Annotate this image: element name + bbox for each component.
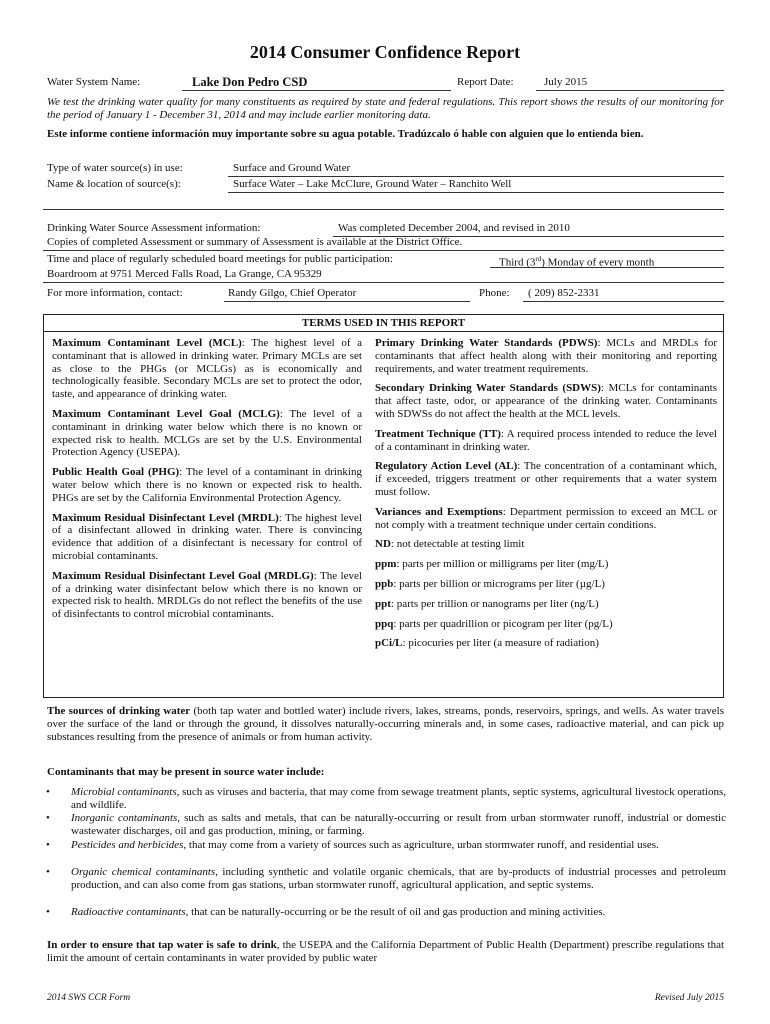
source-location-label: Name & location of source(s): — [47, 178, 181, 190]
term-ppt: ppt: parts per trillion or nanograms per liter (ng/L) — [375, 597, 599, 610]
source-location-underline — [228, 192, 724, 193]
term-variances: Variances and Exemptions: Department permission to exceed an MCL or not comply with a treatment technique under certain conditions. — [375, 505, 717, 531]
assessment-label: Drinking Water Source Assessment information: — [47, 222, 261, 234]
bullet-icon: • — [46, 906, 50, 918]
term-ppb: ppb: parts per billion or micrograms per liter (µg/L) — [375, 577, 605, 590]
contact-name[interactable]: Randy Gilgo, Chief Operator — [228, 287, 357, 299]
bullet-icon: • — [46, 786, 50, 798]
term-nd: ND: not detectable at testing limit — [375, 538, 525, 551]
sources-paragraph: The sources of drinking water (both tap water and bottled water) include rivers, lakes, streams, ponds, reservoirs, springs, and wells. As water travels over the surface of the land or through the ground, it dissolves naturally-occurring minerals and, in some cases, radioactive material, and can pick up substances resulting from the presence of animals or from human activity. — [47, 705, 724, 743]
source-type-label: Type of water source(s) in use: — [47, 162, 183, 174]
term-al: Regulatory Action Level (AL): The concentration of a contaminant which, if exceeded, triggers treatment or other requirements that a water system must follow. — [375, 460, 717, 498]
source-type-underline — [228, 176, 724, 177]
term-mrdl: Maximum Residual Disinfectant Level (MRDL): The highest level of a disinfectant allowed in drinking water. There is convincing evidence that addition of a disinfectant is necessary for control of microbial contaminants. — [52, 511, 362, 562]
intro-spanish: Este informe contiene información muy importante sobre su agua potable. Tradúzcalo ó hable con alguien que lo entienda bien. — [47, 128, 644, 140]
terms-right-column — [375, 337, 717, 657]
footer-revised: Revised July 2015 — [654, 993, 724, 1003]
meetings-value-post: ) Monday of every month — [541, 256, 655, 269]
report-date-value[interactable]: July 2015 — [544, 76, 588, 88]
phone-value[interactable]: ( 209) 852-2331 — [528, 287, 600, 299]
meetings-value-pre: Third (3 — [499, 256, 536, 269]
report-date-underline — [536, 90, 724, 91]
source-type-value[interactable]: Surface and Ground Water — [233, 162, 351, 174]
terms-heading: TERMS USED IN THIS REPORT — [301, 317, 466, 329]
term-phg: Public Health Goal (PHG): The level of a contaminant in drinking water below which there is no known or expected risk to health. PHGs are set by the California Environmental Protection Agency. — [52, 466, 362, 504]
bullet-icon: • — [46, 812, 50, 824]
term-mclg: Maximum Contaminant Level Goal (MCLG): The level of a contaminant in drinking water below which there is no known or expected risk to health. MCLGs are set by the U.S. Environmental Protection Agency (USEPA). — [52, 407, 362, 459]
contact-underline — [224, 301, 470, 302]
source-blank-line — [43, 209, 724, 210]
bullet-icon: • — [46, 866, 50, 878]
term-pcil: pCi/L: picocuries per liter (a measure of radiation) — [375, 637, 599, 650]
footer-form-name: 2014 SWS CCR Form — [47, 993, 131, 1003]
contaminants-heading: Contaminants that may be present in source water include: — [47, 766, 325, 778]
term-ppm: ppm: parts per million or milligrams per liter (mg/L) — [375, 558, 609, 571]
term-mcl: Maximum Contaminant Level (MCL): The highest level of a contaminant that is allowed in drinking water. Primary MCLs are set as close to the PHGs (or MCLGs) as is economically and technologically feasible. Secondary MCLs are set to protect the odor, taste, and appearance of drinking water. — [52, 337, 362, 401]
phone-label: Phone: — [479, 287, 510, 299]
document-page: 2014 Consumer Confidence Report Water System Name: Lake Don Pedro CSD Report Date: July 2015 We test the drinking water quality for many constituents as required by state and federal regulations. This report shows the results of our monitoring for the period of January 1 - December 31, 2014 and may include earlier monitoring data. Este informe contiene información muy importante sobre su agua potable. Tradúzcalo ó hable con alguien que lo entienda bien. Type of water source(s) in use: Surface and Ground Water Name & location of source(s): Surface Water – Lake McClure, Ground Water – Ranchito Well Drinking Water Source Assessment information: Was completed December 2004, and revised in 2010 Copies of completed Assessment or summary of Assessment is available at the District Office. Time and place of regularly scheduled board meetings for public participation: Third (3rd) Monday of every month Boardroom at 9751 Merced Falls Road, La Grange, CA 95329 For more information, contact: Randy Gilgo, Chief Operator Phone: ( 209) 852-2331 TERMS USED IN THIS REPORT Maximum Contaminant Level (MCL): The highest level of a contaminant that is allowed in drinking water. Primary MCLs are set as close to the PHGs (or MCLGs) as is economically and technologically feasible. Secondary MCLs are set to protect the odor, taste, and appearance of drinking water. Maximum Contaminant Level Goal (MCLG): The level of a contaminant in drinking water below which there is no known or expected risk to health. MCLGs are set by the U.S. Environmental Protection Agency (USEPA). Public Health Goal (PHG): The level of a contaminant in drinking water below which there is no known or expected risk to health. PHGs are set by the California Environmental Protection Agency. Maximum Residual Disinfectant Level (MRDL): The highest level of a disinfectant allowed in drinking water. There is convincing evidence that addition of a disinfectant is necessary for control of microbial contaminants. Maximum Residual Disinfectant Level Goal (MRDLG): The level of a drinking water disinfectant below which there is no known or expected risk to health. MRDLGs do not reflect the benefits of the use of disinfectants to control microbial contaminants. Primary Drinking Water Standards (PDWS): MCLs and MRDLs for contaminants that affect health along with their monitoring and reporting requirements, and water treatment requirements. Secondary Drinking Water Standards (SDWS): MCLs for contaminants that affect taste, odor, or appearance of the drinking water. Contaminants with SDWSs do not affect the health at the MCL levels. Treatment Technique (TT): A required process intended to reduce the level of a contaminant in drinking water. Regulatory Action Level (AL): The concentration of a contaminant which, if exceeded, triggers treatment or other requirements that a water system must follow. Variances and Exemptions: Department permission to exceed an MCL or not comply with a treatment technique under certain conditions. ND: not detectable at testing limit ppm: parts per million or milligrams per liter (mg/L) ppb: parts per billion or micrograms per liter (µg/L) ppt: parts per trillion or nanograms per liter (ng/L) ppq: parts per quadrillion or picogram per liter (pg/L) pCi/L: picocuries per liter (a measure of radiation) The sources of drinking water (both tap water and bottled water) include rivers, lakes, streams, ponds, reservoirs, springs, and wells. As water travels over the surface of the land or through the ground, it dissolves naturally-occurring minerals and, in some cases, radioactive material, and can pick up substances resulting from the presence of animals or from human activity. Contaminants that may be present in source water include: • Microbial contaminants, such as viruses and bacteria, that may come from sewage treatment plants, septic systems, agricultural livestock operations, and wildlife. • Inorganic contaminants, such as salts and metals, that can be naturally-occurring or result from urban stormwater runoff, industrial or domestic wastewater discharges, oil and gas production, mining, or farming. • Pesticides and herbicides, that may come from a variety of sources such as agriculture, urban stormwater runoff, and residential uses. • Organic chemical contaminants, including synthetic and volatile organic chemicals, that are by-products of industrial processes and petroleum production, and can also come from gas stations, urban stormwater runoff, agricultural application, and septic systems. • Radioactive contaminants, that can be naturally-occurring or be the result of oil and gas production and mining activities. In order to ensure that tap water is safe to drink, the USEPA and the California Department of Public Health (Department) prescribe regulations that limit the amount of certain contaminants in water provided by public water 2014 SWS CCR Form Revised July 2015 — [0, 0, 770, 1024]
meetings-value[interactable] — [499, 253, 654, 270]
term-pdws: Primary Drinking Water Standards (PDWS): MCLs and MRDLs for contaminants that affect health along with their monitoring and reporting requirements, and water treatment requirements. — [375, 337, 717, 375]
meetings-label: Time and place of regularly scheduled board meetings for public participation: — [47, 253, 393, 265]
term-tt: Treatment Technique (TT): A required process intended to reduce the level of a contaminant in drinking water. — [375, 427, 717, 453]
contact-label: For more information, contact: — [47, 287, 183, 299]
term-ppq: ppq: parts per quadrillion or picogram per liter (pg/L) — [375, 617, 613, 630]
terms-heading-rule — [44, 331, 723, 332]
phone-underline — [523, 301, 724, 302]
final-paragraph: In order to ensure that tap water is safe to drink, the USEPA and the California Department of Public Health (Department) prescribe regulations that limit the amount of certain contaminants in water provided by public water — [47, 939, 725, 964]
report-title: 2014 Consumer Confidence Report — [249, 42, 521, 62]
water-system-value[interactable]: Lake Don Pedro CSD — [192, 75, 308, 89]
assessment-copies-underline — [43, 250, 724, 251]
water-system-underline — [182, 90, 451, 91]
assessment-copies: Copies of completed Assessment or summary of Assessment is available at the District Office. — [47, 236, 463, 248]
intro-english: We test the drinking water quality for many constituents as required by state and federal regulations. This report shows the results of our monitoring for the period of January 1 - December 31, 2014 and may include earlier monitoring data. — [47, 96, 724, 121]
report-date-label: Report Date: — [457, 76, 514, 88]
water-system-label: Water System Name: — [47, 76, 141, 88]
assessment-value[interactable]: Was completed December 2004, and revised in 2010 — [338, 222, 570, 234]
meetings-value-sup: rd — [535, 255, 542, 263]
term-sdws: Secondary Drinking Water Standards (SDWS): MCLs for contaminants that affect taste, odor, or appearance of the drinking water. Contaminants with SDWSs do not affect the health at the MCL levels. — [375, 382, 717, 420]
bullet-icon: • — [46, 839, 50, 851]
meetings-place-underline — [43, 282, 724, 283]
term-mrdlg: Maximum Residual Disinfectant Level Goal (MRDLG): The level of a drinking water disinfectant below which there is no known or expected risk to health. MRDLGs do not reflect the benefits of the use of disinfectants to control microbial contaminants. — [52, 569, 362, 621]
terms-left-column — [52, 337, 362, 628]
meetings-place: Boardroom at 9751 Merced Falls Road, La Grange, CA 95329 — [47, 268, 322, 280]
source-location-value[interactable]: Surface Water – Lake McClure, Ground Water – Ranchito Well — [233, 178, 512, 190]
